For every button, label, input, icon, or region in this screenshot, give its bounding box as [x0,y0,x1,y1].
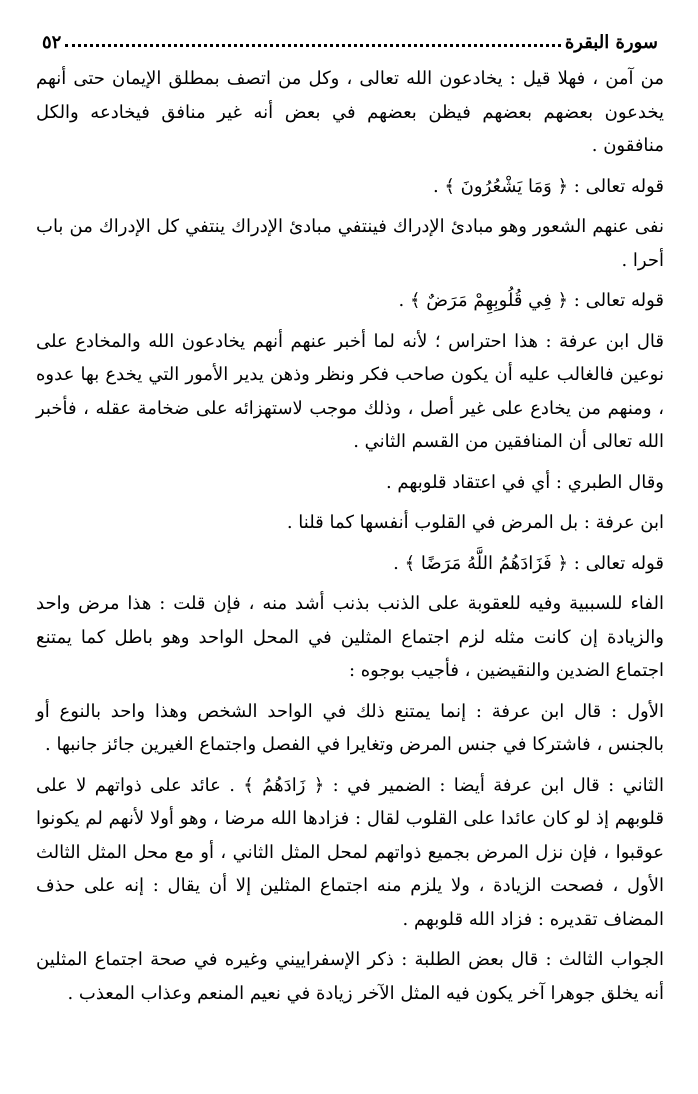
paragraph: الفاء للسببية وفيه للعقوبة على الذنب بذنب أشد منه ، فإن قلت : هذا مرض واحد والزيادة إن كانت مثله لزم اجتماع المثلين في المحل الواحد وهو باطل كما يمتنع اجتماع الضدين والنقيضين ، فأجيب بوجوه : [36,593,664,681]
body-text [36,62,664,1010]
quran-verse-line: قوله تعالى : ﴿ وَمَا يَشْعُرُونَ ﴾ . [432,175,664,197]
paragraph: ابن عرفة : بل المرض في القلوب أنفسها كما قلنا . [286,512,664,533]
paragraph: الأول : قال ابن عرفة : إنما يمتنع ذلك في الواحد الشخص وهذا واحد بالنوع أو بالجنس ، فاشتركا في جنس المرض وتغايرا في الفصل واجتماع الغيرين جائز جانبها . [36,700,664,755]
header-dotted-leader [65,44,561,47]
paragraph: من آمن ، فهلا قيل : يخادعون الله تعالى ، وكل من اتصف بمطلق الإيمان حتى أنهم يخدعون بعضهم بعضهم فيظن بعضهم في بعض أنه غير منافق فيخادعه والكل منافقون . [36,68,664,156]
book-page [36,22,664,1017]
paragraph: نفى عنهم الشعور وهو مبادئ الإدراك فينتفي مبادئ الإدراك ينتفي كل الإدراك من باب أحرا . [36,216,664,271]
paragraph: وقال الطبري : أي في اعتقاد قلوبهم . [385,471,664,493]
running-header [36,22,664,62]
quran-verse-line: قوله تعالى : ﴿ فِي قُلُوبِهِمْ مَرَضٌ ﴾ . [398,290,664,311]
quran-verse-line: قوله تعالى : ﴿ فَزَادَهُمُ اللَّهُ مَرَضًا ﴾ . [393,552,664,574]
paragraph: قال ابن عرفة : هذا احتراس ؛ لأنه لما أخبر عنهم أنهم يخادعون الله والمخادع على نوعين فالغالب عليه أن يكون صاحب فكر ونظر وذهن يدير الأمور التي يخدع بها عدوه ، ومنهم من يخادع على غير أصل ، وذلك موجب لاستهزائه على ضخامة عقله ، فأخبر الله تعالى أن المنافقين من القسم الثاني . [36,330,664,452]
paragraph: الجواب الثالث : قال بعض الطلبة : ذكر الإسفراييني وغيره في صحة اجتماع المثلين أنه يخلق جوهرا آخر يكون فيه المثل الآخر زيادة في نعيم المنعم وعذاب المعذب . [36,949,664,1004]
surah-title: سورة البقرة [564,31,658,53]
paragraph: الثاني : قال ابن عرفة أيضا : الضمير في : ﴿ زَادَهُمُ ﴾ . عائد على ذواتهم لا على قلوبهم إذ لو كان عائدا على القلوب لقال : فزادها الله مرضا ، وهو أولا لأنهم لم يكونوا عوقبوا ، فإن نزل المرض بجميع ذواتهم لمحل المثل الثاني ، أو مع محل المثل الثالث الأول ، فصحت الزيادة ، ولا يلزم منه اجتماع المثلين إلا أن يقال : إنه على حذف المضاف تقديره : فزاد الله قلوبهم . [36,774,664,930]
page-number: ٥٢ [42,31,62,53]
